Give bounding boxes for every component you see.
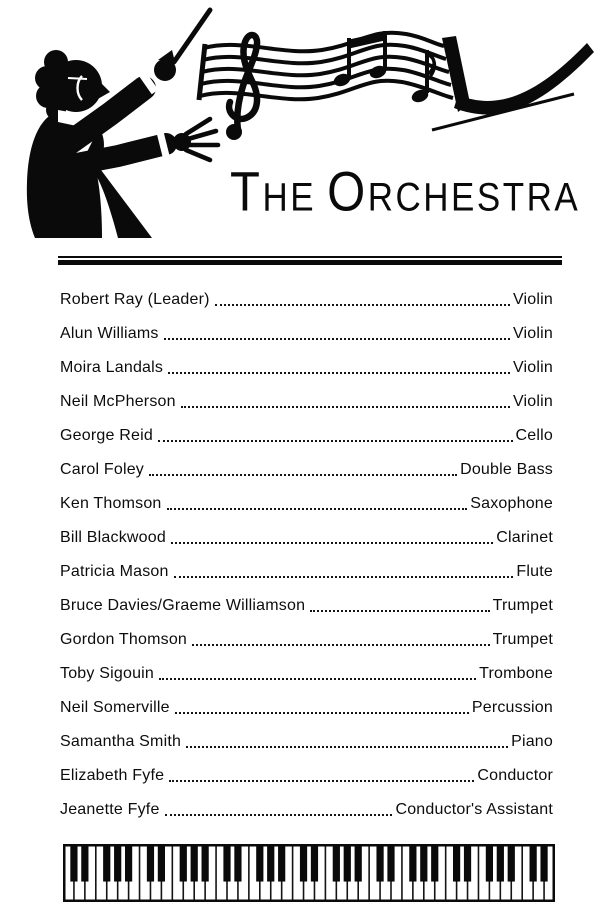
dot-leader bbox=[169, 780, 474, 782]
instrument-name: Double Bass bbox=[460, 461, 553, 478]
music-staff-icon bbox=[192, 10, 600, 152]
roster-row bbox=[60, 759, 553, 793]
page-title bbox=[230, 161, 581, 224]
dot-leader bbox=[171, 542, 493, 544]
dot-leader bbox=[165, 814, 393, 816]
musician-name: Patricia Mason bbox=[60, 563, 169, 580]
musician-name: Alun Williams bbox=[60, 325, 159, 342]
instrument-name: Flute bbox=[516, 563, 553, 580]
instrument-name: Saxophone bbox=[470, 495, 553, 512]
musician-name: Neil McPherson bbox=[60, 393, 176, 410]
title-word1-initial: T bbox=[230, 161, 263, 224]
instrument-name: Violin bbox=[512, 359, 553, 376]
dot-leader bbox=[159, 678, 476, 680]
roster-row bbox=[60, 555, 553, 589]
roster-row bbox=[60, 385, 553, 419]
musician-name: Samantha Smith bbox=[60, 733, 182, 750]
dot-leader bbox=[168, 372, 510, 374]
roster-row bbox=[60, 317, 553, 351]
dot-leader bbox=[149, 474, 457, 476]
musician-name: George Reid bbox=[60, 427, 153, 444]
instrument-name: Piano bbox=[511, 733, 553, 750]
roster-row bbox=[60, 657, 553, 691]
musician-name: Elizabeth Fyfe bbox=[60, 767, 165, 784]
instrument-name: Conductor bbox=[477, 767, 553, 784]
dot-leader bbox=[215, 304, 510, 306]
instrument-name: Violin bbox=[512, 393, 553, 410]
roster-row bbox=[60, 793, 553, 827]
instrument-name: Trumpet bbox=[492, 597, 553, 614]
divider-double-rule bbox=[58, 256, 562, 265]
dot-leader bbox=[192, 644, 490, 646]
musician-name: Toby Sigouin bbox=[60, 665, 155, 682]
roster-row bbox=[60, 351, 553, 385]
musician-name: Bill Blackwood bbox=[60, 529, 166, 546]
roster-row bbox=[60, 487, 553, 521]
musician-name: Gordon Thomson bbox=[60, 631, 188, 648]
dot-leader bbox=[167, 508, 468, 510]
piano-keyboard-icon bbox=[63, 844, 555, 902]
musician-name: Bruce Davies/Graeme Williamson bbox=[60, 597, 306, 614]
title-word2-rest: RCHESTRA bbox=[367, 175, 581, 220]
musician-name: Ken Thomson bbox=[60, 495, 162, 512]
roster-row bbox=[60, 521, 553, 555]
instrument-name: Percussion bbox=[471, 699, 553, 716]
roster-row bbox=[60, 419, 553, 453]
musician-name: Neil Somerville bbox=[60, 699, 170, 716]
instrument-name: Trombone bbox=[479, 665, 553, 682]
rule-thick-line bbox=[58, 260, 562, 265]
dot-leader bbox=[186, 746, 508, 748]
instrument-name: Violin bbox=[512, 291, 553, 308]
dot-leader bbox=[158, 440, 513, 442]
rule-thin-line bbox=[58, 256, 562, 258]
roster-row bbox=[60, 453, 553, 487]
musician-name: Robert Ray (Leader) bbox=[60, 291, 210, 308]
dot-leader bbox=[175, 712, 469, 714]
dot-leader bbox=[164, 338, 510, 340]
title-word2-initial: O bbox=[327, 161, 368, 224]
instrument-name: Clarinet bbox=[496, 529, 553, 546]
musician-name: Moira Landals bbox=[60, 359, 164, 376]
instrument-name: Trumpet bbox=[492, 631, 553, 648]
roster-row bbox=[60, 589, 553, 623]
instrument-name: Cello bbox=[515, 427, 553, 444]
instrument-name: Violin bbox=[512, 325, 553, 342]
roster-row bbox=[60, 725, 553, 759]
dot-leader bbox=[181, 406, 510, 408]
roster-row bbox=[60, 623, 553, 657]
roster-row bbox=[60, 691, 553, 725]
roster-list bbox=[60, 283, 553, 827]
dot-leader bbox=[174, 576, 514, 578]
dot-leader bbox=[310, 610, 489, 612]
musician-name: Jeanette Fyfe bbox=[60, 801, 160, 818]
roster-row bbox=[60, 283, 553, 317]
musician-name: Carol Foley bbox=[60, 461, 145, 478]
title-word1-rest: HE bbox=[262, 175, 317, 220]
instrument-name: Conductor's Assistant bbox=[395, 801, 553, 818]
